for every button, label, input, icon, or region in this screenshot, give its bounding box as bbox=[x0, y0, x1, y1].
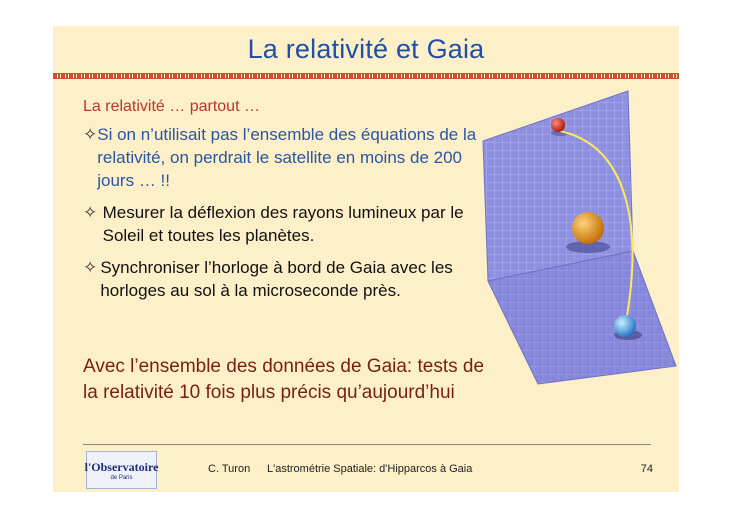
conclusion-text: Avec l’ensemble des données de Gaia: tests de la relativité 10 fois plus précis qu’aujourd’hui bbox=[83, 356, 485, 403]
bullet-item bbox=[83, 256, 493, 302]
bullet-item bbox=[83, 123, 493, 192]
observatoire-logo bbox=[86, 451, 157, 489]
footer-author: C. Turon bbox=[208, 463, 251, 475]
footer-title: L'astrométrie Spatiale: d'Hipparcos à Gaia bbox=[267, 463, 473, 475]
four-point-star-icon: ✧ bbox=[83, 125, 98, 144]
page-number: 74 bbox=[640, 463, 653, 475]
bullet-text: Synchroniser l’horloge à bord de Gaia avec les horloges au sol à la microseconde près. bbox=[100, 258, 453, 300]
slide-title: La relativité et Gaia bbox=[247, 34, 485, 64]
four-point-star-icon: ✧ bbox=[83, 203, 98, 222]
logo-subtext: de Paris bbox=[110, 474, 133, 481]
bullet-text: Mesurer la déflexion des rayons lumineux par le Soleil et toutes les planètes. bbox=[102, 203, 464, 245]
bullet-text: Si on n’utilisait pas l’ensemble des équations de la relativité, on perdrait le satellite en moins de 200 jours … !! bbox=[97, 125, 477, 190]
section-heading: La relativité … partout … bbox=[83, 98, 260, 115]
slide bbox=[53, 26, 679, 492]
bullet-list bbox=[83, 123, 493, 311]
decorative-rule bbox=[53, 73, 679, 79]
spacetime-grid-icon bbox=[478, 86, 678, 386]
footer-divider bbox=[83, 444, 651, 445]
logo-text: l'Observatoire bbox=[84, 459, 159, 474]
bullet-item bbox=[83, 201, 493, 247]
four-point-star-icon: ✧ bbox=[83, 258, 98, 277]
